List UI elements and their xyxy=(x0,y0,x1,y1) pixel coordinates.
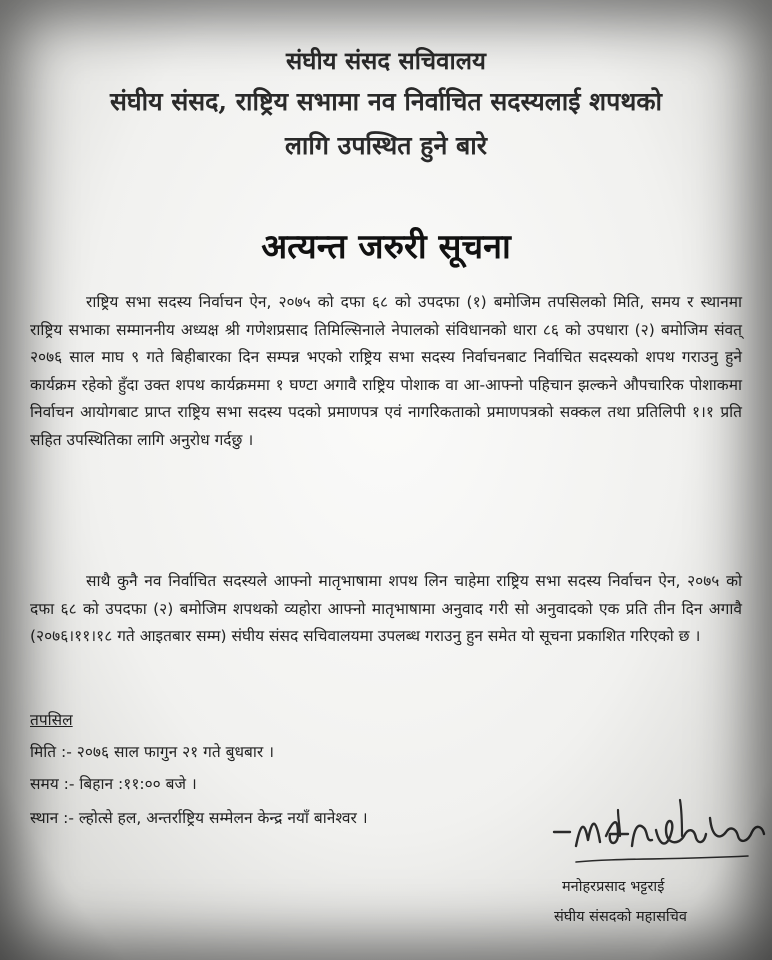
office-name: संघीय संसद सचिवालय xyxy=(286,46,486,75)
body-paragraph-2: साथै कुनै नव निर्वाचित सदस्यले आफ्नो मातृभाषामा शपथ लिन चाहेमा राष्ट्रिय सभा सदस्य निर्वाचन ऐन, २०७५ को दफा ६८ को उपदफा (२) बमोजिम शपथको व्यहोरा आफ्नो मातृभाषामा अनुवाद गरी सो अनुवादको एक प्रति तीन दिन अगावै (२०७६।११।१८ गते आइतबार सम्म) संघीय संसद सचिवालयमा उपलब्ध गराउनु हुन समेत यो सूचना प्रकाशित गरिएको छ । xyxy=(30,572,742,646)
detail-time: समय :- बिहान :११:०० बजे । xyxy=(30,775,197,793)
signatory-position: संघीय संसदको महासचिव xyxy=(554,909,687,925)
subject-line-2: लागि उपस्थित हुने बारे xyxy=(284,131,488,160)
signatory-name: मनोहरप्रसाद भट्टराई xyxy=(562,879,665,895)
body-paragraph-1: राष्ट्रिय सभा सदस्य निर्वाचन ऐन, २०७५ को दफा ६८ को उपदफा (१) बमोजिम तपसिलको मिति, समय र स्थानमा राष्ट्रिय सभाका सम्माननीय अध्यक्ष श्री गणेशप्रसाद तिमिल्सिनाले नेपालको संविधानको धारा ८६ को उपधारा (२) बमोजिम संवत् २०७६ साल माघ ९ गते बिहीबारका दिन सम्पन्न भएको राष्ट्रिय सभा सदस्य निर्वाचनबाट निर्वाचित सदस्यको शपथ गराउनु हुने कार्यक्रम रहेको हुँदा उक्त शपथ कार्यक्रममा १ घण्टा अगावै राष्ट्रिय पोशाक वा आ-आफ्नो पहिचान झल्कने औपचारिक पोशाकमा निर्वाचन आयोगबाट प्राप्त राष्ट्रिय सभा सदस्य पदको प्रमाणपत्र एवं नागरिकताको प्रमाणपत्रको सक्कल तथा प्रतिलिपी १।१ प्रति सहित उपस्थितिका लागि अनुरोध गर्दछु । xyxy=(30,293,742,449)
handwritten-signature xyxy=(548,788,772,876)
details-heading: तपसिल xyxy=(30,711,73,729)
detail-date: मिति :- २०७६ साल फागुन २१ गते बुधबार । xyxy=(30,743,275,761)
detail-place: स्थान :- ल्होत्से हल, अन्तर्राष्ट्रिय सम्मेलन केन्द्र नयाँ बानेश्वर । xyxy=(30,809,368,827)
subject-line-1: संघीय संसद, राष्ट्रिय सभामा नव निर्वाचित सदस्यलाई शपथको xyxy=(109,87,663,116)
notice-title: अत्यन्त जरुरी सूचना xyxy=(261,227,511,267)
